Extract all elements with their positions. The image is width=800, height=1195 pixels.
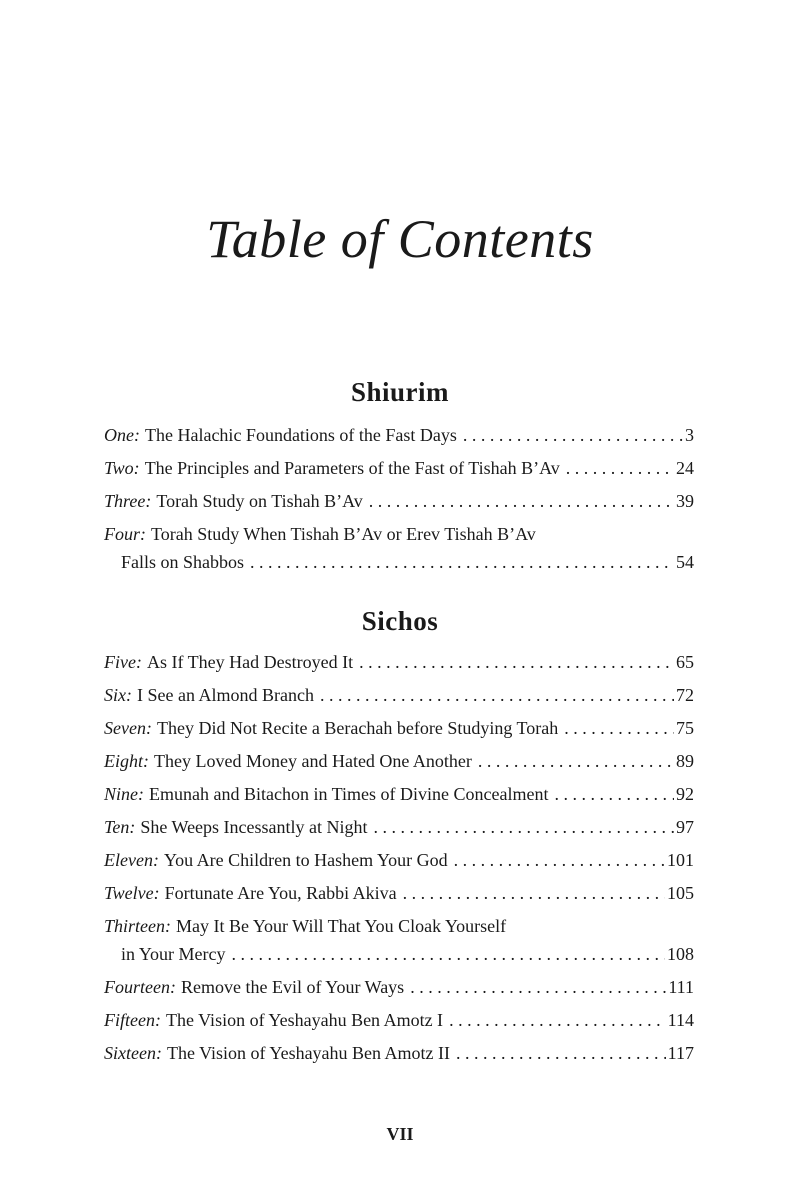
entry-number: Sixteen: — [104, 1043, 162, 1063]
dot-leader — [403, 879, 665, 907]
dot-leader — [456, 1039, 666, 1067]
section-heading-sichos: Sichos — [361, 606, 439, 636]
entry-page-number: 97 — [676, 817, 694, 837]
entry-page-number: 101 — [667, 850, 694, 870]
entry-title: They Did Not Recite a Berachah before Studying Torah — [156, 718, 559, 738]
dot-leader — [359, 648, 674, 676]
toc-entry[interactable] — [104, 454, 694, 482]
dot-leader — [564, 714, 674, 742]
entry-number: Six: — [104, 685, 132, 705]
entry-page-number: 117 — [667, 1043, 694, 1063]
section-heading-shiurim: Shiurim — [350, 377, 450, 407]
toc-entry[interactable] — [104, 846, 694, 874]
page-title: Table of Contents — [206, 209, 594, 269]
toc-entry[interactable] — [104, 813, 694, 841]
toc-entry[interactable] — [104, 648, 694, 676]
page-number-folio: VII — [386, 1124, 414, 1144]
entry-title: The Principles and Parameters of the Fast of Tishah B’Av — [144, 458, 560, 478]
dot-leader — [449, 1006, 666, 1034]
entry-page-number: 114 — [667, 1010, 694, 1030]
dot-leader — [554, 780, 674, 808]
dot-leader — [232, 940, 665, 968]
entry-title: The Vision of Yeshayahu Ben Amotz II — [166, 1043, 451, 1063]
entry-page-number: 108 — [667, 944, 694, 964]
toc-entry[interactable] — [104, 487, 694, 515]
toc-entry[interactable] — [104, 973, 694, 1001]
toc-entry[interactable] — [104, 1006, 694, 1034]
entry-number: Seven: — [104, 718, 152, 738]
toc-entry[interactable] — [104, 1039, 694, 1067]
toc-entry[interactable] — [104, 747, 694, 775]
entry-number: Three: — [104, 491, 152, 511]
entry-page-number: 75 — [676, 718, 694, 738]
entry-title: Emunah and Bitachon in Times of Divine Concealment — [149, 784, 549, 804]
dot-leader — [463, 421, 683, 449]
entry-title: Remove the Evil of Your Ways — [180, 977, 405, 997]
toc-entry[interactable] — [104, 912, 694, 968]
entry-number: Fifteen: — [104, 1010, 161, 1030]
toc-entry[interactable] — [104, 714, 694, 742]
entry-page-number: 105 — [667, 883, 694, 903]
entry-page-number: 111 — [668, 977, 694, 997]
toc-list-shiurim — [104, 421, 694, 581]
entry-number: Four: — [104, 524, 146, 544]
entry-number: Ten: — [104, 817, 136, 837]
dot-leader — [250, 548, 674, 576]
entry-number: Nine: — [104, 784, 144, 804]
entry-page-number: 92 — [676, 784, 694, 804]
entry-title: May It Be Your Will That You Cloak Yourself — [176, 916, 507, 936]
dot-leader — [454, 846, 665, 874]
dot-leader — [566, 454, 674, 482]
entry-page-number: 39 — [676, 491, 694, 511]
entry-page-number: 89 — [676, 751, 694, 771]
entry-title: You Are Children to Hashem Your God — [163, 850, 448, 870]
toc-entry[interactable] — [104, 520, 694, 576]
entry-title: I See an Almond Branch — [136, 685, 314, 705]
entry-number: Fourteen: — [104, 977, 176, 997]
entry-page-number: 72 — [676, 685, 694, 705]
dot-leader — [369, 487, 674, 515]
entry-title-continued: Falls on Shabbos — [121, 552, 245, 572]
entry-page-number: 3 — [685, 425, 694, 445]
entry-number: Eleven: — [104, 850, 159, 870]
entry-title: Torah Study When Tishah B’Av or Erev Tishah B’Av — [151, 524, 536, 544]
entry-number: Two: — [104, 458, 140, 478]
entry-number: Twelve: — [104, 883, 160, 903]
dot-leader — [320, 681, 674, 709]
entry-title: The Halachic Foundations of the Fast Days — [144, 425, 457, 445]
entry-title: The Vision of Yeshayahu Ben Amotz I — [165, 1010, 444, 1030]
entry-title: They Loved Money and Hated One Another — [154, 751, 472, 771]
entry-number: Eight: — [104, 751, 149, 771]
dot-leader — [410, 973, 666, 1001]
entry-page-number: 65 — [676, 652, 694, 672]
entry-title: Fortunate Are You, Rabbi Akiva — [164, 883, 397, 903]
dot-leader — [374, 813, 674, 841]
entry-number: Thirteen: — [104, 916, 171, 936]
entry-title: As If They Had Destroyed It — [146, 652, 354, 672]
entry-title: She Weeps Incessantly at Night — [140, 817, 368, 837]
toc-entry[interactable] — [104, 879, 694, 907]
toc-list-sichos — [104, 648, 694, 1072]
toc-entry[interactable] — [104, 681, 694, 709]
toc-entry[interactable] — [104, 780, 694, 808]
toc-entry[interactable] — [104, 421, 694, 449]
entry-title: Torah Study on Tishah B’Av — [156, 491, 363, 511]
entry-number: One: — [104, 425, 140, 445]
entry-page-number: 54 — [676, 552, 694, 572]
dot-leader — [478, 747, 674, 775]
entry-title-continued: in Your Mercy — [121, 944, 226, 964]
entry-page-number: 24 — [676, 458, 694, 478]
entry-number: Five: — [104, 652, 142, 672]
